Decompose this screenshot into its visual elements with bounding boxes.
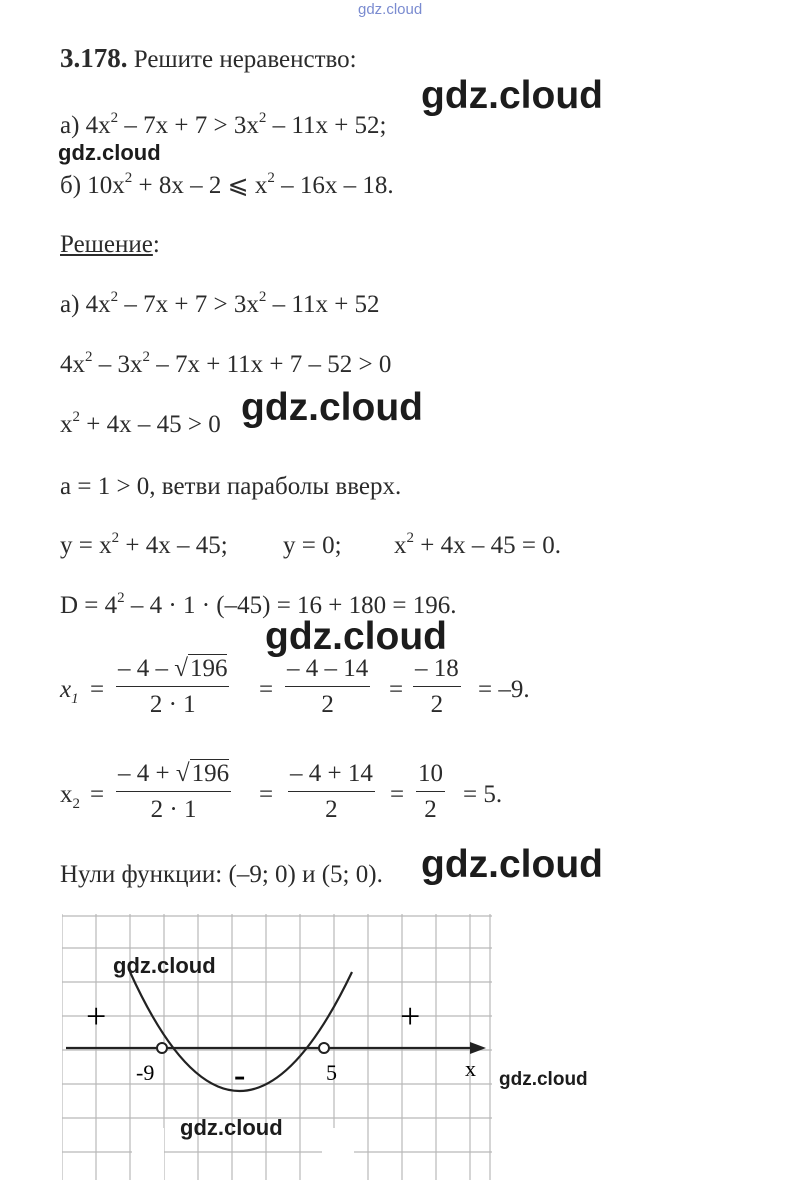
text: Нули функции: (–9; 0) и (5; 0). <box>60 861 383 888</box>
text: а) 4x <box>60 291 111 318</box>
x1-label <box>60 676 79 707</box>
x1-fraction-3 <box>413 655 461 719</box>
text: + 4x – 45 > 0 <box>80 411 221 438</box>
x1-result: = –9. <box>478 676 530 703</box>
zero-point-right <box>319 1043 329 1053</box>
watermark-1: gdz.cloud <box>421 74 603 117</box>
plus-sign-left: + <box>86 996 107 1036</box>
solution-line-5b <box>283 533 342 558</box>
x2-eq-3: = <box>390 781 405 808</box>
exp: 2 <box>110 110 119 126</box>
solution-line-4 <box>60 474 401 499</box>
exp: 2 <box>85 349 93 365</box>
text: – 4 + <box>118 760 176 787</box>
denominator: 2 · 1 <box>149 691 196 718</box>
denominator: 2 <box>430 691 444 718</box>
x1-eq-3: = <box>389 676 404 703</box>
exp: 2 <box>110 289 119 305</box>
x1-fraction-2 <box>285 655 370 719</box>
exp: 2 <box>258 289 267 305</box>
task-title: Решите неравенство: <box>133 46 357 73</box>
text: – 3x <box>92 351 143 378</box>
exp: 2 <box>117 590 125 606</box>
watermark-6: gdz.cloud <box>113 953 216 978</box>
denominator: 2 <box>321 691 334 718</box>
numerator: – 4 – √196 <box>116 655 229 687</box>
task-a-text-1: а) 4x <box>60 112 111 139</box>
x1-eq-2: = <box>259 676 274 703</box>
x2-fraction-1 <box>116 760 231 824</box>
task-a-text-2: – 7x + 7 > 3x <box>118 112 259 139</box>
x1-fraction-1 <box>116 655 229 719</box>
sqrt-value: 196 <box>189 655 228 682</box>
task-b-text-3: – 16x – 18. <box>274 172 394 199</box>
numerator: 10 <box>416 760 445 792</box>
label-x-axis: x <box>465 1056 476 1081</box>
watermark-7: gdz.cloud <box>499 1069 588 1090</box>
zero-point-left <box>157 1043 167 1053</box>
solution-line-2 <box>60 349 392 378</box>
watermark-8: gdz.cloud <box>180 1115 283 1140</box>
task-number: 3.178. <box>60 43 128 73</box>
text: + 4x – 45 = 0. <box>414 532 561 559</box>
text: – 4 · 1 · (–45) = 16 + 180 = 196. <box>124 592 457 619</box>
solution-heading <box>60 232 160 257</box>
x2-eq-1: = <box>90 781 105 808</box>
task-part-a <box>60 110 387 139</box>
text: x <box>394 532 407 559</box>
text: D = 4 <box>60 592 118 619</box>
x2-fraction-3 <box>416 760 445 824</box>
solution-line-3 <box>60 409 221 438</box>
grid-blank <box>132 1128 164 1180</box>
task-b-text-1: б) 10x <box>60 172 125 199</box>
text: y = x <box>60 532 112 559</box>
watermark-4: gdz.cloud <box>265 615 447 658</box>
function-zeros <box>60 862 383 887</box>
text: – 11x + 52 <box>266 291 380 318</box>
task-b-text-2: + 8x – 2 ⩽ x <box>132 172 268 199</box>
exp: 2 <box>72 409 80 425</box>
text: – 7x + 11x + 7 – 52 > 0 <box>150 351 392 378</box>
numerator: – 4 + √196 <box>116 760 231 792</box>
text: x <box>60 781 73 808</box>
solution-heading-text: Решение <box>60 231 153 258</box>
numerator: – 4 + 14 <box>288 760 375 792</box>
x1-eq-1: = <box>90 676 105 703</box>
exp: 2 <box>142 349 150 365</box>
solution-line-5a <box>60 530 228 559</box>
text: y = 0; <box>283 532 342 559</box>
exp: 2 <box>124 170 133 186</box>
text: – 7x + 7 > 3x <box>118 291 259 318</box>
plus-sign-right: + <box>400 996 421 1036</box>
exp: 2 <box>258 110 267 126</box>
sqrt-value: 196 <box>191 760 230 787</box>
numerator: – 18 <box>413 655 461 687</box>
exp: 2 <box>267 170 275 186</box>
text: x <box>60 676 72 703</box>
solution-line-6 <box>60 590 457 619</box>
watermark-2: gdz.cloud <box>58 140 161 165</box>
subscript: 2 <box>72 796 80 812</box>
text: x <box>60 411 73 438</box>
x2-result: = 5. <box>463 781 503 808</box>
text: a = 1 > 0, ветви параболы вверх. <box>60 473 402 500</box>
exp: 2 <box>111 530 120 546</box>
label-5: 5 <box>326 1060 337 1085</box>
task-part-b <box>60 170 394 199</box>
task-a-text-3: – 11x + 52; <box>266 112 387 139</box>
x-axis-arrow <box>470 1042 486 1054</box>
text: + 4x – 45; <box>119 532 228 559</box>
watermark-5: gdz.cloud <box>421 843 603 886</box>
subscript: 1 <box>71 691 79 707</box>
numerator: – 4 – 14 <box>285 655 370 687</box>
solution-line-5c <box>394 530 561 559</box>
minus-sign: - <box>234 1057 246 1094</box>
text: 4x <box>60 351 85 378</box>
denominator: 2 · 1 <box>150 796 197 823</box>
label-minus-9: -9 <box>136 1060 155 1085</box>
grid-blank <box>322 1128 354 1180</box>
solution-line-1 <box>60 289 380 318</box>
x2-fraction-2 <box>288 760 375 824</box>
text: – 4 – <box>118 655 175 682</box>
denominator: 2 <box>424 796 437 823</box>
x2-eq-2: = <box>259 781 274 808</box>
exp: 2 <box>406 530 414 546</box>
x2-label <box>60 781 80 812</box>
denominator: 2 <box>325 796 338 823</box>
watermark-3: gdz.cloud <box>241 386 423 429</box>
task-header <box>60 45 357 72</box>
solution-heading-colon: : <box>152 231 160 258</box>
watermark-top: gdz.cloud <box>358 1 423 18</box>
